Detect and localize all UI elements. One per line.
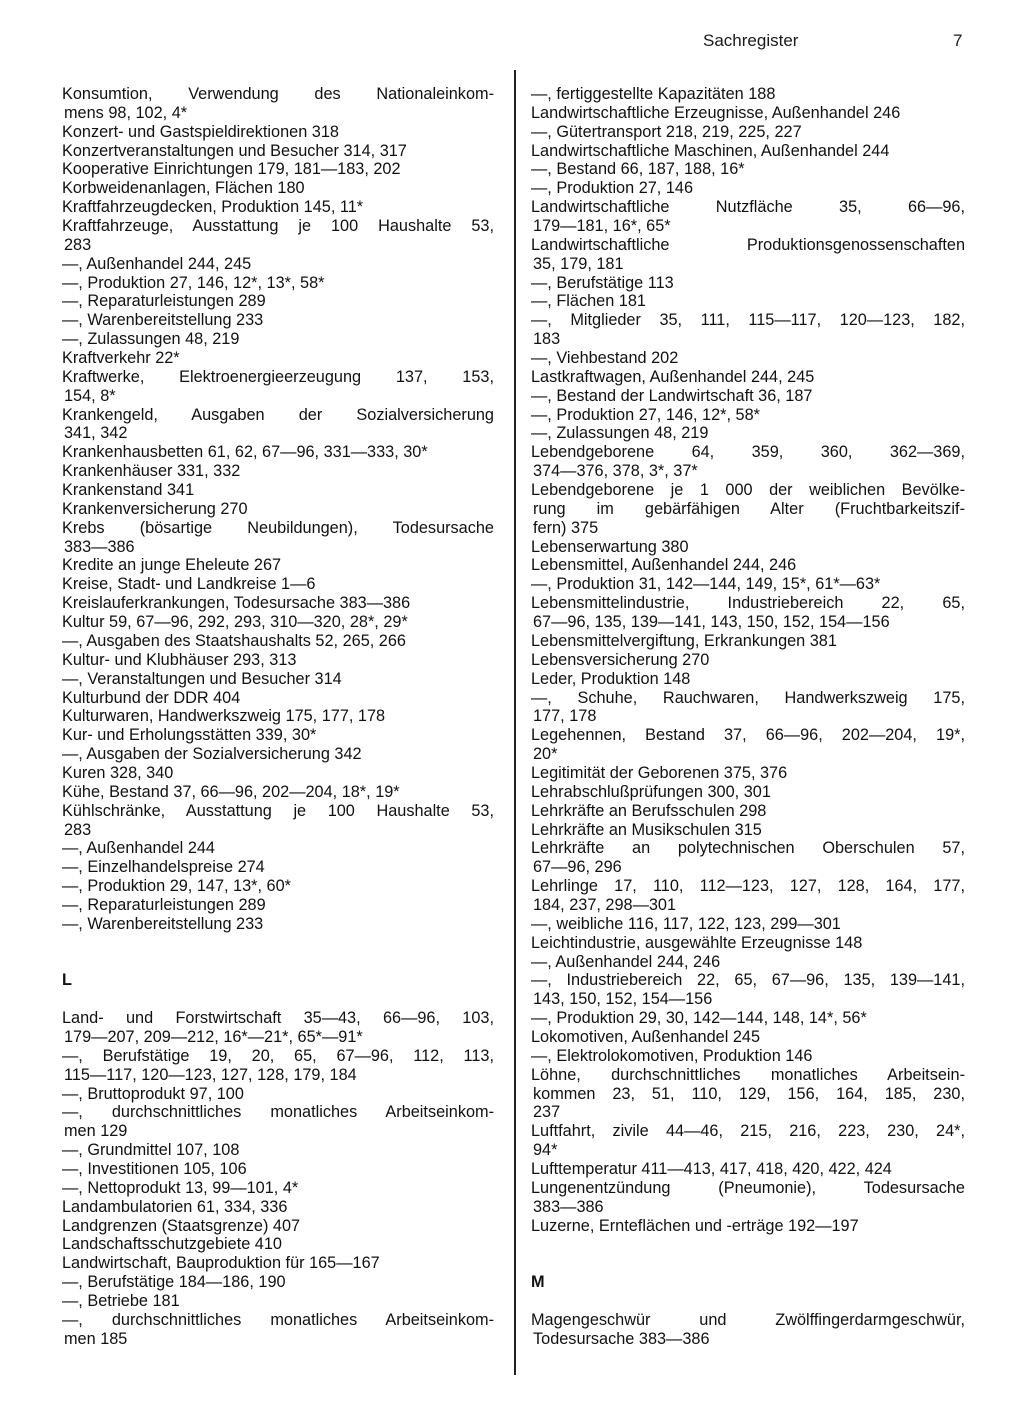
index-entry: Krankenhausbetten 61, 62, 67—96, 331—333, 30*: [62, 443, 428, 462]
index-entry: —, Elektrolokomotiven, Produktion 146: [531, 1046, 813, 1065]
index-entry: Lebendgeborene 64, 359, 360, 362—369,: [531, 443, 965, 462]
blank-line: [531, 1235, 965, 1254]
index-entry: —, Einzelhandelspreise 274: [62, 858, 265, 877]
index-entry: Kulturwaren, Handwerkszweig 175, 177, 178: [62, 707, 386, 726]
index-entry: —, Produktion 27, 146, 12*, 58*: [531, 405, 760, 424]
index-entry: Lungenentzündung (Pneumonie), Todesursache: [531, 1178, 965, 1197]
index-entry-continuation: 143, 150, 152, 154—156: [533, 990, 713, 1009]
index-entry: —, Außenhandel 244, 245: [62, 254, 252, 273]
index-entry: Kreislauferkrankungen, Todesursache 383—386: [62, 594, 411, 613]
index-entry: Landwirtschaftliche Nutzfläche 35, 66—96,: [531, 198, 965, 217]
index-entry-continuation: 237: [533, 1103, 561, 1122]
index-entry: —, Reparaturleistungen 289: [62, 292, 266, 311]
index-entry: Konzertveranstaltungen und Besucher 314, 317: [62, 141, 407, 160]
index-entry-continuation: 35, 179, 181: [533, 254, 624, 273]
blank-line: [62, 953, 494, 972]
index-entry: Kultur 59, 67—96, 292, 293, 310—320, 28*, 29*: [62, 613, 408, 632]
index-entry: —, Viehbestand 202: [531, 349, 679, 368]
index-entry: —, Bruttoprodukt 97, 100: [62, 1084, 244, 1103]
index-entry: —, Bestand 66, 187, 188, 16*: [531, 160, 745, 179]
index-entry: Konsumtion, Verwendung des Nationaleinkom-: [62, 85, 494, 103]
index-entry: Lehrkräfte an Musikschulen 315: [531, 820, 762, 839]
index-entry-continuation: 154, 8*: [64, 386, 116, 405]
index-entry: Kulturbund der DDR 404: [62, 688, 241, 707]
index-entry: —, Warenbereitstellung 233: [62, 914, 264, 933]
index-entry: Lehrabschlußprüfungen 300, 301: [531, 782, 771, 801]
index-entry: —, Investitionen 105, 106: [62, 1159, 247, 1178]
index-entry: —, Produktion 27, 146, 12*, 13*, 58*: [62, 273, 325, 292]
index-entry: —, Industriebereich 22, 65, 67—96, 135, 139—141,: [531, 971, 965, 990]
index-entry: —, durchschnittliches monatliches Arbeitseinkom-: [62, 1103, 494, 1122]
index-entry-continuation: rung im gebärfähigen Alter (Fruchtbarkeitszif-: [533, 499, 965, 518]
index-entry-continuation: 383—386: [64, 537, 135, 556]
index-entry: Leichtindustrie, ausgewählte Erzeugnisse 148: [531, 933, 863, 952]
index-entry: Kooperative Einrichtungen 179, 181—183, 202: [62, 160, 401, 179]
index-entry: —, Warenbereitstellung 233: [62, 311, 264, 330]
index-entry-continuation: 184, 237, 298—301: [533, 895, 677, 914]
index-entry-continuation: 383—386: [533, 1197, 604, 1216]
index-entry: —, Zulassungen 48, 219: [62, 330, 240, 349]
index-entry: Kraftfahrzeugdecken, Produktion 145, 11*: [62, 198, 364, 217]
index-entry-continuation: 20*: [533, 745, 558, 764]
index-entry: —, Produktion 27, 146: [531, 179, 694, 198]
index-entry-continuation: 283: [64, 820, 92, 839]
index-entry: —, weibliche 116, 117, 122, 123, 299—301: [531, 914, 841, 933]
index-entry: —, Nettoprodukt 13, 99—101, 4*: [62, 1178, 299, 1197]
index-entry-continuation: 183: [533, 330, 561, 349]
running-header-title: Sachregister: [703, 31, 799, 50]
index-entry: Leder, Produktion 148: [531, 669, 691, 688]
index-entry: Lebensmittelvergiftung, Erkrankungen 381: [531, 631, 837, 650]
index-entry: Kraftfahrzeuge, Ausstattung je 100 Haushalte 53,: [62, 217, 494, 236]
index-entry-continuation: 374—376, 378, 3*, 37*: [533, 462, 698, 481]
index-entry: Kreise, Stadt- und Landkreise 1—6: [62, 575, 316, 594]
index-entry: —, Bestand der Landwirtschaft 36, 187: [531, 386, 813, 405]
section-letter-heading: L: [62, 971, 72, 990]
index-entry: Luftfahrt, zivile 44—46, 215, 216, 223, 230, 24*,: [531, 1122, 965, 1141]
index-entry: Landambulatorien 61, 334, 336: [62, 1197, 288, 1216]
index-entry: Magengeschwür und Zwölffingerdarmgeschwür,: [531, 1310, 965, 1329]
index-entry: Lebendgeborene je 1 000 der weiblichen Bevölke-: [531, 481, 965, 500]
index-entry: Krankengeld, Ausgaben der Sozialversicherung: [62, 405, 494, 424]
index-entry: —, Produktion 31, 142—144, 149, 15*, 61*—63*: [531, 575, 881, 594]
index-entry: Lehrkräfte an Berufsschulen 298: [531, 801, 767, 820]
index-entry: —, Berufstätige 19, 20, 65, 67—96, 112, 113,: [62, 1046, 494, 1065]
index-entry: —, Reparaturleistungen 289: [62, 895, 266, 914]
index-entry: Kultur- und Klubhäuser 293, 313: [62, 650, 297, 669]
index-entry: —, Außenhandel 244, 246: [531, 952, 721, 971]
index-entry: Landwirtschaftliche Maschinen, Außenhandel 244: [531, 141, 890, 160]
index-entry-continuation: 179—181, 16*, 65*: [533, 217, 671, 236]
index-entry: Krankenstand 341: [62, 481, 195, 500]
index-entry: Landgrenzen (Staatsgrenze) 407: [62, 1216, 301, 1235]
index-entry: Landschaftsschutzgebiete 410: [62, 1235, 282, 1254]
index-entry-continuation: mens 98, 102, 4*: [64, 103, 188, 122]
index-entry: Krankenversicherung 270: [62, 499, 248, 518]
index-entry: Lebensmittelindustrie, Industriebereich 22, 65,: [531, 594, 965, 613]
index-entry: —, Berufstätige 113: [531, 273, 674, 292]
index-entry-continuation: fern) 375: [533, 518, 599, 537]
index-entry-continuation: 177, 178: [533, 707, 597, 726]
column-divider: [514, 70, 516, 1375]
index-entry: Legehennen, Bestand 37, 66—96, 202—204, 19*,: [531, 726, 965, 745]
index-entry: Landwirtschaftliche Produktionsgenossenschaften: [531, 235, 965, 254]
index-entry: —, Produktion 29, 147, 13*, 60*: [62, 877, 291, 896]
index-entry-continuation: kommen 23, 51, 110, 129, 156, 164, 185, 230,: [533, 1084, 965, 1103]
index-entry: —, Schuhe, Rauchwaren, Handwerkszweig 175,: [531, 688, 965, 707]
index-entry: Land- und Forstwirtschaft 35—43, 66—96, 103,: [62, 1009, 494, 1028]
blank-line: [531, 1254, 965, 1273]
section-letter-heading: M: [531, 1273, 545, 1292]
index-entry: Legitimität der Geborenen 375, 376: [531, 763, 788, 782]
index-entry: Lehrlinge 17, 110, 112—123, 127, 128, 164, 177,: [531, 877, 965, 896]
index-entry: Krebs (bösartige Neubildungen), Todesursache: [62, 518, 494, 537]
index-entry-continuation: 67—96, 296: [533, 858, 622, 877]
index-entry: Kraftwerke, Elektroenergieerzeugung 137, 153,: [62, 367, 494, 386]
index-entry-continuation: 179—207, 209—212, 16*—21*, 65*—91*: [64, 1027, 363, 1046]
right-index-column: [531, 85, 965, 1349]
index-entry-continuation: Todesursache 383—386: [533, 1329, 710, 1348]
index-entry-continuation: 67—96, 135, 139—141, 143, 150, 152, 154—156: [533, 613, 890, 632]
blank-line: [531, 1292, 965, 1311]
index-entry-continuation: 283: [64, 235, 92, 254]
index-entry: —, fertiggestellte Kapazitäten 188: [531, 85, 776, 103]
index-entry: —, Mitglieder 35, 111, 115—117, 120—123, 182,: [531, 311, 965, 330]
index-entry-continuation: 94*: [533, 1141, 558, 1160]
index-entry: Kredite an junge Eheleute 267: [62, 556, 282, 575]
index-entry: Lufttemperatur 411—413, 417, 418, 420, 422, 424: [531, 1159, 892, 1178]
index-entry: Lebenserwartung 380: [531, 537, 689, 556]
index-entry: —, Außenhandel 244: [62, 839, 215, 858]
index-entry: —, Gütertransport 218, 219, 225, 227: [531, 122, 802, 141]
index-entry-continuation: 341, 342: [64, 424, 128, 443]
index-entry: —, Ausgaben der Sozialversicherung 342: [62, 745, 362, 764]
index-entry: —, Betriebe 181: [62, 1292, 180, 1310]
index-entry: Korbweidenanlagen, Flächen 180: [62, 179, 305, 198]
index-entry: Kur- und Erholungsstätten 339, 30*: [62, 726, 317, 745]
index-entry: Lastkraftwagen, Außenhandel 244, 245: [531, 367, 815, 386]
index-entry: Löhne, durchschnittliches monatliches Arbeitsein-: [531, 1065, 965, 1084]
left-index-column: [62, 85, 494, 1349]
index-entry: —, Zulassungen 48, 219: [531, 424, 709, 443]
index-entry: —, Berufstätige 184—186, 190: [62, 1273, 286, 1292]
index-entry: Kuren 328, 340: [62, 763, 174, 782]
page-number: 7: [953, 31, 963, 50]
index-entry: —, Veranstaltungen und Besucher 314: [62, 669, 342, 688]
index-entry: —, Grundmittel 107, 108: [62, 1141, 240, 1160]
index-entry: Landwirtschaft, Bauproduktion für 165—167: [62, 1254, 380, 1273]
index-entry: Lokomotiven, Außenhandel 245: [531, 1027, 761, 1046]
index-entry-continuation: men 129: [64, 1122, 128, 1141]
blank-line: [62, 990, 494, 1009]
index-entry: Konzert- und Gastspieldirektionen 318: [62, 122, 339, 141]
index-entry: Krankenhäuser 331, 332: [62, 462, 241, 481]
index-entry-continuation: 115—117, 120—123, 127, 128, 179, 184: [64, 1065, 357, 1084]
index-entry: Kühe, Bestand 37, 66—96, 202—204, 18*, 19*: [62, 782, 400, 801]
index-entry: Lebensmittel, Außenhandel 244, 246: [531, 556, 797, 575]
index-entry: Kraftverkehr 22*: [62, 349, 180, 368]
index-entry: Lehrkräfte an polytechnischen Oberschulen 57,: [531, 839, 965, 858]
index-entry: —, Ausgaben des Staatshaushalts 52, 265, 266: [62, 631, 406, 650]
index-entry: —, Produktion 29, 30, 142—144, 148, 14*, 56*: [531, 1009, 867, 1028]
index-entry: —, durchschnittliches monatliches Arbeitseinkom-: [62, 1310, 494, 1329]
blank-line: [62, 934, 494, 953]
index-entry: Luzerne, Ernteflächen und -erträge 192—197: [531, 1216, 859, 1235]
index-entry: Lebensversicherung 270: [531, 650, 710, 669]
index-entry: Kühlschränke, Ausstattung je 100 Haushalte 53,: [62, 801, 494, 820]
index-entry-continuation: men 185: [64, 1329, 128, 1348]
index-entry: —, Flächen 181: [531, 292, 646, 311]
index-entry: Landwirtschaftliche Erzeugnisse, Außenhandel 246: [531, 103, 901, 122]
